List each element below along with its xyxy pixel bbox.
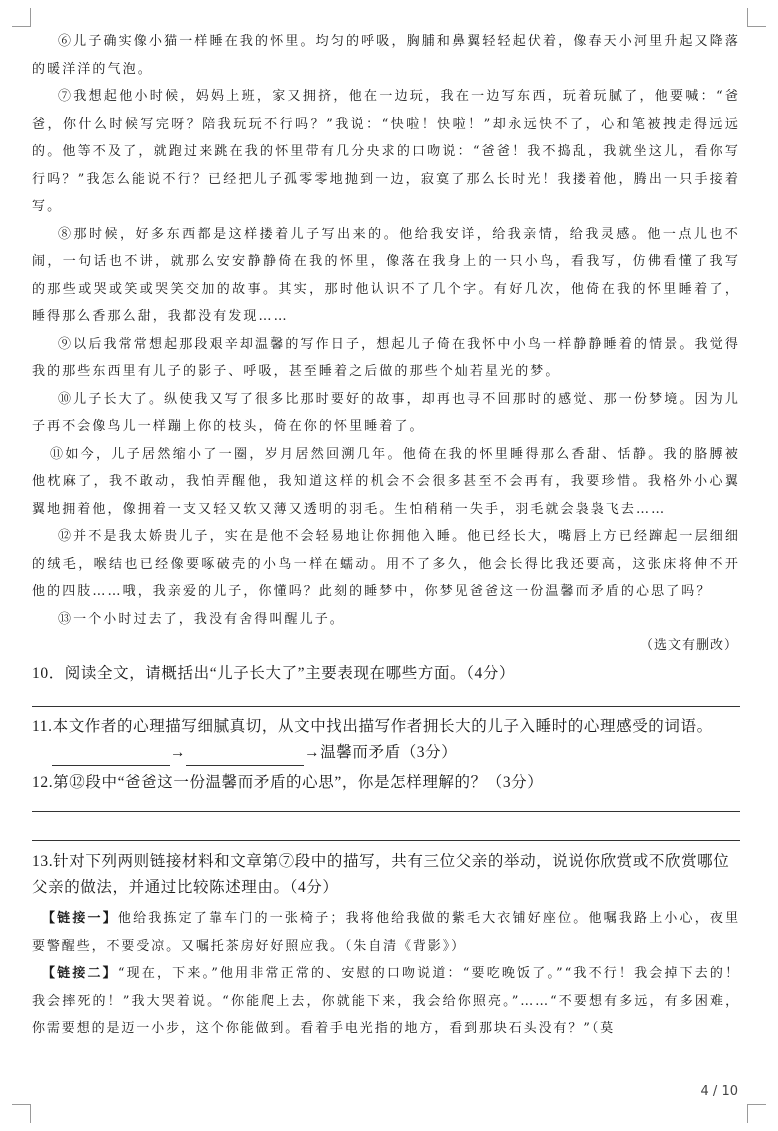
paragraph-13: ⑬一个小时过去了，我没有舍得叫醒儿子。 [58,611,345,627]
page-number: 4 / 10 [700,1084,738,1099]
paragraph-11: ⑪如今，儿子居然缩小了一圈，岁月居然回溯几年。他倚在我的怀里睡得那么香甜、恬静。我的胳膊被他枕麻了，我不敢动，我怕弄醒他，我知道这样的机会不会很多甚至不会再有，我要珍惜。我格外小心翼翼地拥着他，像拥着一支又轻又软又薄又透明的羽毛。生怕稍稍一失手，羽毛就会袅袅飞去…… [32,446,740,517]
question-11-end: →温馨而矛盾（3分） [304,744,458,761]
question-12: 12.第⑫段中“爸爸这一份温馨而矛盾的心思”，你是怎样理解的？（3分） [32,774,544,791]
answer-blank-2[interactable] [186,747,304,766]
answer-blank-1[interactable] [52,747,170,766]
crop-mark-top-left [12,8,31,27]
link-2-label: 【链接二】 [42,966,118,981]
answer-line-q12-2[interactable] [32,839,740,841]
question-11: 11.本文作者的心理描写细腻真切，从文中找出描写作者拥长大的儿子入睡时的心理感受的词语。 [32,718,713,735]
answer-line-q10[interactable] [32,705,740,707]
paragraph-12: ⑫并不是我太娇贵儿子，实在是他不会轻易地让你拥他入睡。他已经长大，嘴唇上方已经蹿起一层细细的绒毛，喉结也已经像要啄破壳的小鸟一样在蠕动。用不了多久，他会长得比我还要高，这张床将伸不开他的四肢……哦，我亲爱的儿子，你懂吗？此刻的睡梦中，你梦见爸爸这一份温馨而矛盾的心思了吗？ [32,529,740,599]
question-11-blanks [32,740,740,766]
link-2-text: “现在，下来。”他用非常正常的、安慰的口吻说道：“要吃晚饭了。”“我不行！我会掉下去的！我会摔死的！”我大哭着说。“你能爬上去，你就能下来，我会给你照亮。”……“不要想有多远，有多困难，你需要想的是迈一小步，这个你能做到。看着手电光指的地方，看到那块石头没有？”（莫 [32,966,740,1036]
paragraph-9: ⑨以后我常常想起那段艰辛却温馨的写作日子，想起儿子倚在我怀中小鸟一样静静睡着的情景。我觉得我的那些东西里有儿子的影子、呼吸，甚至睡着之后做的那些个灿若星光的梦。 [32,336,740,379]
answer-line-q12-1[interactable] [32,810,740,812]
source-note: （选文有删改） [639,638,738,653]
crop-mark-top-right [747,8,766,27]
paragraph-7: ⑦我想起他小时候，妈妈上班，家又拥挤，他在一边玩，我在一边写东西，玩着玩腻了，他要喊：“爸爸，你什么时候写完呀？陪我玩玩不行吗？”我说：“快啦！快啦！”却永远快不了，心和笔被拽走得远远的。他等不及了，就跑过来跳在我的怀里带有几分央求的口吻说：“爸爸！我不捣乱，我就坐这儿，看你写行吗？”我怎么能说不行？已经把儿子孤零零地抛到一边，寂寞了那么长时光！我搂着他，腾出一只手接着写。 [32,89,740,214]
crop-mark-bottom-right [747,1104,766,1123]
paragraph-6: ⑥儿子确实像小猫一样睡在我的怀里。均匀的呼吸，胸脯和鼻翼轻轻起伏着，像春天小河里升起又降落的暖洋洋的气泡。 [32,34,740,77]
document-body [32,28,740,1043]
paragraph-8: ⑧那时候，好多东西都是这样搂着儿子写出来的。他给我安详，给我亲情，给我灵感。他一点儿也不闹，一句话也不讲，就那么安安静静倚在我的怀里，像落在我身上的一只小鸟，看我写，仿佛看懂了我写的那些或哭或笑或哭笑交加的故事。其实，那时他认识不了几个字。有好几次，他倚在我的怀里睡着了，睡得那么香那么甜，我都没有发现…… [32,226,740,324]
crop-mark-bottom-left [12,1104,31,1123]
link-material-2 [32,960,740,1043]
link-1-label: 【链接一】 [42,911,118,926]
link-material-1 [32,905,740,960]
question-10: 10．阅读全文，请概括出“儿子长大了”主要表现在哪些方面。（4分） [32,665,516,682]
question-13: 13.针对下列两则链接材料和文章第⑦段中的描写，共有三位父亲的举动，说说你欣赏或不欣赏哪位父亲的做法，并通过比较陈述理由。（4分） [32,853,730,896]
link-1-text: 他给我拣定了靠车门的一张椅子；我将他给我做的紫毛大衣铺好座位。他嘱我路上小心，夜里要警醒些，不要受凉。又嘱托茶房好好照应我。（朱自清《背影》） [32,911,740,954]
paragraph-10: ⑩儿子长大了。纵使我又写了很多比那时要好的故事，却再也寻不回那时的感觉、那一份梦境。因为儿子再不会像鸟儿一样蹦上你的枝头，倚在你的怀里睡着了。 [32,391,740,434]
arrow-1: → [170,744,187,761]
